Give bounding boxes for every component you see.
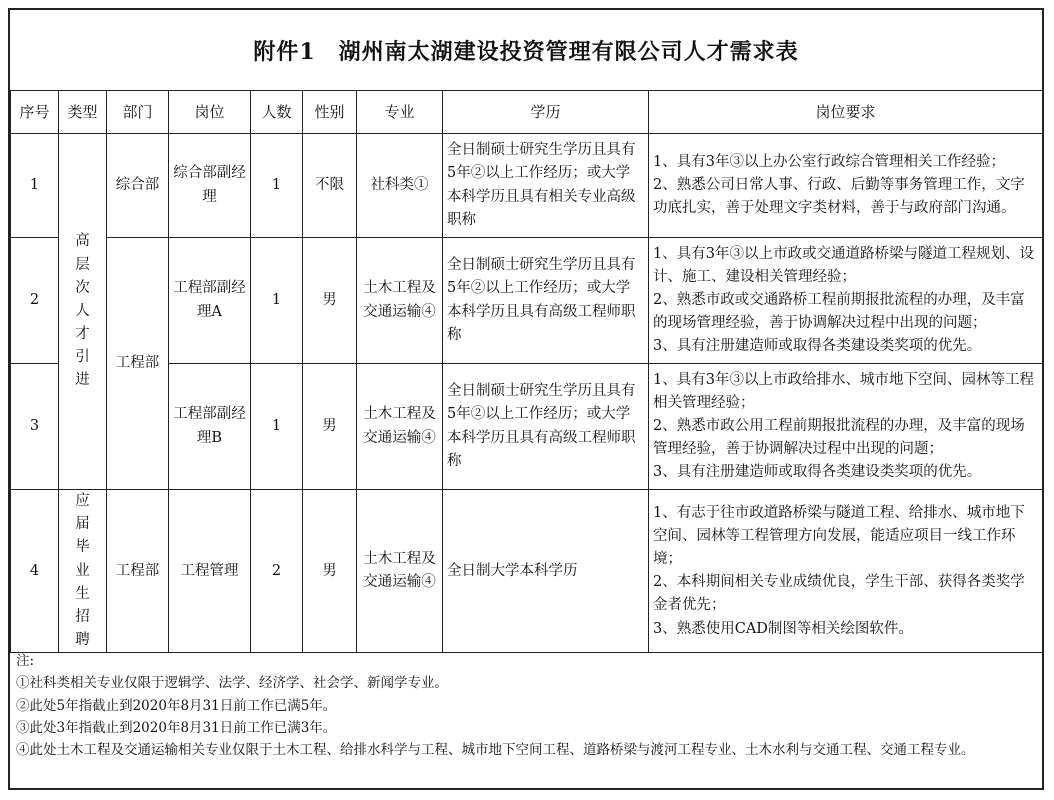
row-gender: 男 (303, 364, 357, 490)
row-education: 全日制硕士研究生学历且具有5年②以上工作经历；或大学本科学历且具有高级工程师职称 (443, 364, 649, 490)
row-education: 全日制硕士研究生学历且具有5年②以上工作经历；或大学本科学历且具有相关专业高级职称 (443, 134, 649, 238)
requirement-line: 1、具有3年③以上市政或交通道路桥梁与隧道工程规划、设计、施工、建设相关管理经验； (653, 245, 1034, 285)
note-item: ③此处3年指截止到2020年8月31日前工作已满3年。 (16, 719, 337, 736)
requirement-line: 3、具有注册建造师或取得各类建设类奖项的优先。 (653, 464, 982, 481)
header-education: 学历 (443, 91, 649, 134)
notes-label: 注: (16, 653, 35, 669)
row-education: 全日制硕士研究生学历且具有5年②以上工作经历；或大学本科学历且具有高级工程师职称 (443, 238, 649, 364)
note-item: ①社科类相关专业仅限于逻辑学、法学、经济学、社会学、新闻学专业。 (16, 675, 448, 692)
requirement-line: 3、熟悉使用CAD制图等相关绘图软件。 (653, 620, 913, 637)
table-row (11, 238, 1043, 364)
row-count: 2 (251, 490, 303, 653)
row-position: 工程管理 (169, 490, 251, 653)
row-gender: 不限 (303, 134, 357, 238)
notes-section (10, 628, 1042, 761)
requirement-line: 1、具有3年③以上办公室行政综合管理相关工作经验； (653, 153, 1005, 170)
header-requirements: 岗位要求 (649, 91, 1043, 134)
talent-demand-table (10, 90, 1043, 653)
row-gender: 男 (303, 490, 357, 653)
header-department: 部门 (107, 91, 169, 134)
table-header-row (11, 91, 1043, 134)
table-row (11, 134, 1043, 238)
note-item: ④此处土木工程及交通运输相关专业仅限于土木工程、给排水科学与工程、城市地下空间工程、道路桥梁与渡河工程专业、土木水利与交通工程、交通工程专业。 (16, 742, 975, 759)
requirement-line: 3、具有注册建造师或取得各类建设类奖项的优先。 (653, 338, 982, 355)
requirement-line: 1、具有3年③以上市政给排水、城市地下空间、园林等工程相关管理经验； (653, 371, 1034, 411)
row-no: 4 (11, 490, 59, 653)
header-no: 序号 (11, 91, 59, 134)
type-graduate: 应届毕业生招聘 (59, 490, 107, 653)
document-frame (8, 8, 1044, 790)
row-position: 工程部副经理A (169, 238, 251, 364)
row-gender: 男 (303, 238, 357, 364)
row-position: 综合部副经理 (169, 134, 251, 238)
requirement-line: 2、熟悉市政公用工程前期报批流程的办理，及丰富的现场管理经验，善于协调解决过程中出现的问题； (653, 417, 1025, 458)
row-no: 3 (11, 364, 59, 490)
header-count: 人数 (251, 91, 303, 134)
row-major: 土木工程及交通运输④ (357, 364, 443, 490)
row-requirements (649, 238, 1043, 364)
department-general: 综合部 (107, 134, 169, 238)
header-position: 岗位 (169, 91, 251, 134)
document-title: 附件1 湖州南太湖建设投资管理有限公司人才需求表 (253, 38, 799, 65)
note-item: ②此处5年指截止到2020年8月31日前工作已满5年。 (16, 697, 337, 714)
row-count: 1 (251, 238, 303, 364)
requirement-line: 1、有志于往市政道路桥梁与隧道工程、给排水、城市地下空间、园林等工程管理方向发展，能适应项目一线工作环境； (653, 504, 1025, 567)
type-senior: 高层次人才引进 (59, 134, 107, 490)
row-count: 1 (251, 364, 303, 490)
row-no: 1 (11, 134, 59, 238)
row-position: 工程部副经理B (169, 364, 251, 490)
header-gender: 性别 (303, 91, 357, 134)
row-major: 土木工程及交通运输④ (357, 238, 443, 364)
department-engineering-2: 工程部 (107, 490, 169, 653)
row-major: 土木工程及交通运输④ (357, 490, 443, 653)
requirement-line: 2、熟悉市政或交通路桥工程前期报批流程的办理，及丰富的现场管理经验，善于协调解决过程中出现的问题； (653, 291, 1025, 332)
department-engineering: 工程部 (107, 238, 169, 490)
row-count: 1 (251, 134, 303, 238)
row-major: 社科类① (357, 134, 443, 238)
row-education: 全日制大学本科学历 (443, 490, 649, 653)
header-type: 类型 (59, 91, 107, 134)
header-major: 专业 (357, 91, 443, 134)
row-no: 2 (11, 238, 59, 364)
row-requirements (649, 134, 1043, 238)
requirement-line: 2、本科期间相关专业成绩优良，学生干部、获得各类奖学金者优先； (653, 574, 1025, 614)
requirement-line: 2、熟悉公司日常人事、行政、后勤等事务管理工作，文字功底扎实，善于处理文字类材料，善于与政府部门沟通。 (653, 176, 1025, 217)
row-requirements (649, 364, 1043, 490)
